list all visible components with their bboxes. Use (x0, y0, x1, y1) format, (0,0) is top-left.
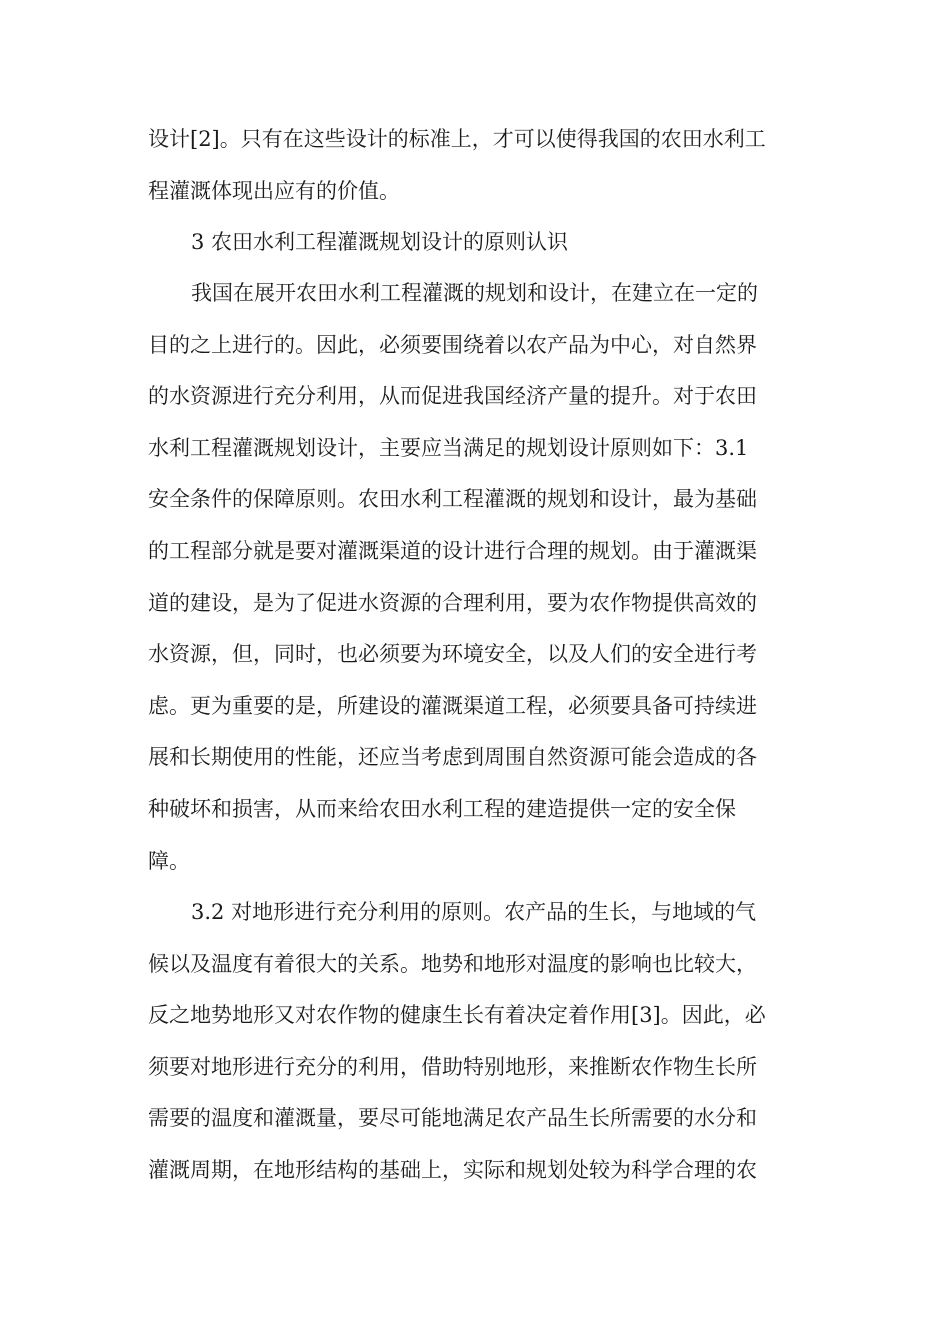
text-line: 须要对地形进行充分的利用，借助特别地形，来推断农作物生长所 (148, 1054, 757, 1079)
section-heading: 3 农田水利工程灌溉规划设计的原则认识 (191, 230, 569, 254)
text-line: 需要的温度和灌溉量，要尽可能地满足农产品生长所需要的水分和 (148, 1106, 757, 1131)
section-heading-block (148, 217, 798, 269)
text-line: 展和长期使用的性能，还应当考虑到周围自然资源可能会造成的各 (148, 745, 757, 770)
text-line: 设计[2]。只有在这些设计的标准上，才可以使得我国的农田水利工 (148, 127, 766, 151)
text-line: 安全条件的保障原则。农田水利工程灌溉的规划和设计，最为基础 (148, 487, 757, 512)
paragraph-terrain (148, 887, 798, 1197)
text-line: 反之地势地形又对农作物的健康生长有着决定着作用[3]。因此，必 (148, 1003, 766, 1028)
text-line: 种破坏和损害，从而来给农田水利工程的建造提供一定的安全保 (148, 796, 736, 821)
text-line: 水资源，但，同时，也必须要为环境安全，以及人们的安全进行考 (148, 642, 757, 667)
text-line: 水利工程灌溉规划设计，主要应当满足的规划设计原则如下：3.1 (148, 435, 749, 460)
text-line: 目的之上进行的。因此，必须要围绕着以农产品为中心，对自然界 (148, 332, 757, 357)
text-line: 道的建设，是为了促进水资源的合理利用，要为农作物提供高效的 (148, 590, 757, 615)
text-line: 虑。更为重要的是，所建设的灌溉渠道工程，必须要具备可持续进 (148, 693, 757, 718)
text-line: 障。 (148, 848, 190, 873)
paragraph-continuation (148, 114, 798, 217)
paragraph-principles (148, 268, 798, 887)
text-line: 的工程部分就是要对灌溉渠道的设计进行合理的规划。由于灌溉渠 (148, 538, 757, 563)
text-line: 我国在展开农田水利工程灌溉的规划和设计，在建立在一定的 (191, 281, 758, 305)
text-line: 候以及温度有着很大的关系。地势和地形对温度的影响也比较大， (148, 951, 757, 976)
text-line: 程灌溉体现出应有的价值。 (148, 178, 400, 203)
text-line: 3.2 对地形进行充分利用的原则。农产品的生长，与地域的气 (191, 900, 757, 924)
text-line: 的水资源进行充分利用，从而促进我国经济产量的提升。对于农田 (148, 384, 757, 409)
text-line: 灌溉周期，在地形结构的基础上，实际和规划处较为科学合理的农 (148, 1157, 757, 1182)
